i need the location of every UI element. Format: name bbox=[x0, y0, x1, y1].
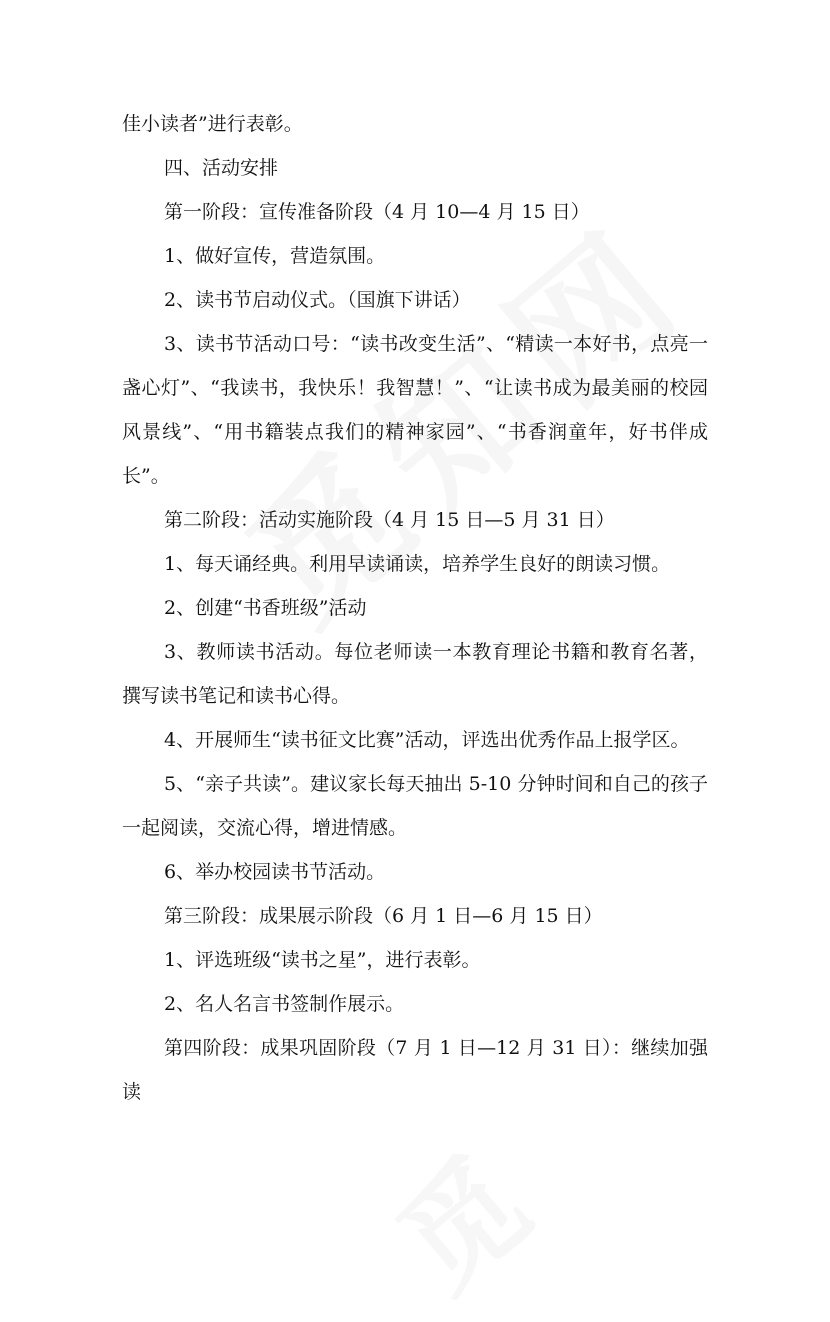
stage-2-item-3: 3、教师读书活动。每位老师读一本教育理论书籍和教育名著，撰写读书笔记和读书心得。 bbox=[122, 641, 708, 707]
stage-1-item-1: 1、做好宣传，营造氛围。 bbox=[164, 245, 386, 267]
paragraph-1: 佳小读者”进行表彰。 bbox=[122, 113, 303, 135]
section-heading-activity-plan: 四、活动安排 bbox=[164, 157, 279, 179]
stage-4-heading: 第四阶段：成果巩固阶段（7 月 1 日—12 月 31 日）：继续加强读 bbox=[122, 1037, 708, 1103]
stage-2-item-5: 5、“亲子共读”。建议家长每天抽出 5-10 分钟时间和自己的孩子一起阅读，交流心得，增进情感。 bbox=[122, 773, 708, 839]
stage-2-item-6: 6、举办校园读书节活动。 bbox=[164, 861, 386, 883]
stage-2-item-1: 1、每天诵经典。利用早读诵读，培养学生良好的朗读习惯。 bbox=[164, 553, 671, 575]
document-page bbox=[122, 102, 708, 1114]
stage-1-item-2: 2、读书节启动仪式。（国旗下讲话） bbox=[164, 289, 471, 311]
stage-2-item-2: 2、创建“书香班级”活动 bbox=[164, 597, 367, 619]
stage-1-heading: 第一阶段：宣传准备阶段（4 月 10—4 月 15 日） bbox=[164, 201, 590, 223]
stage-1-item-3: 3、读书节活动口号：“读书改变生活”、“精读一本好书，点亮一盏心灯”、“我读书，我快乐！我智慧！”、“让读书成为最美丽的校园风景线”、“用书籍装点我们的精神家园”、“书香润童年，好书伴成长”。 bbox=[122, 333, 708, 487]
stage-3-item-1: 1、评选班级“读书之星”，进行表彰。 bbox=[164, 949, 481, 971]
stage-2-heading: 第二阶段：活动实施阶段（4 月 15 日—5 月 31 日） bbox=[164, 509, 615, 531]
stage-3-item-2: 2、名人名言书签制作展示。 bbox=[164, 993, 405, 1015]
stage-3-heading: 第三阶段：成果展示阶段（6 月 1 日—6 月 15 日） bbox=[164, 905, 603, 927]
stage-2-item-4: 4、开展师生“读书征文比赛”活动，评选出优秀作品上报学区。 bbox=[164, 729, 690, 751]
